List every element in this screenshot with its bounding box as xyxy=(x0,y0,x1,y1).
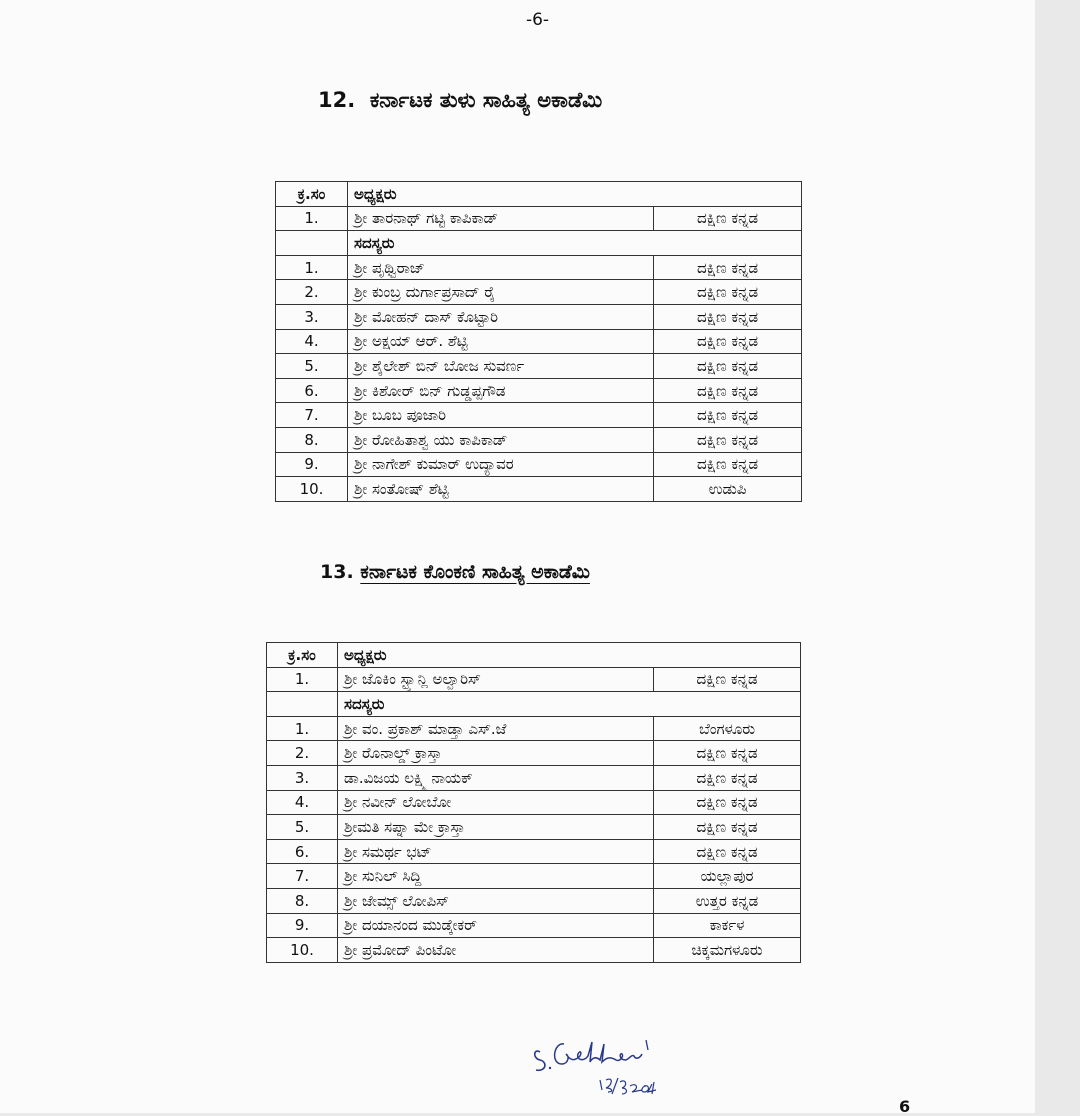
serial-number: 2. xyxy=(276,280,348,305)
district: ದಕ್ಷಿಣ ಕನ್ನಡ xyxy=(654,304,802,329)
table-row xyxy=(276,280,802,305)
signature-image xyxy=(530,1030,690,1100)
table-row xyxy=(267,790,801,815)
member-name: ಶ್ರೀ ಸುನಿಲ್ ಸಿದ್ದಿ xyxy=(338,864,654,889)
section-number: 13. xyxy=(320,561,354,583)
serial-number: 7. xyxy=(267,864,338,889)
member-name: ಶ್ರೀ ನಾಗೇಶ್ ಕುಮಾರ್ ಉದ್ಯಾವರ xyxy=(348,452,654,477)
table-row xyxy=(276,329,802,354)
serial-number: 8. xyxy=(267,888,338,913)
serial-number: 1. xyxy=(267,667,338,692)
page-number-bottom: 6 xyxy=(899,1097,911,1116)
member-name: ಶ್ರೀ ರೊನಾಲ್ಡ್ ಕ್ರಾಸ್ತಾ xyxy=(338,741,654,766)
district: ಚಿಕ್ಕಮಗಳೂರು xyxy=(654,938,801,963)
table-row xyxy=(267,913,801,938)
table-row xyxy=(267,741,801,766)
member-name: ಡಾ.ವಿಜಯ ಲಕ್ಷ್ಮಿ ನಾಯಕ್ xyxy=(338,765,654,790)
member-name: ಶ್ರೀ ಕಿಶೋರ್ ಬಿನ್ ಗುಡ್ಡಪ್ಪಗೌಡ xyxy=(348,378,654,403)
district: ದಕ್ಷಿಣ ಕನ್ನಡ xyxy=(654,354,802,379)
member-name: ಶ್ರೀ ಜೇಮ್ಸ್ ಲೋಪಿಸ್ xyxy=(338,888,654,913)
district: ದಕ್ಷಿಣ ಕನ್ನಡ xyxy=(654,741,801,766)
district: ದಕ್ಷಿಣ ಕನ್ನಡ xyxy=(654,667,801,692)
table-row xyxy=(267,864,801,889)
district: ದಕ್ಷಿಣ ಕನ್ನಡ xyxy=(654,790,801,815)
table-row xyxy=(276,403,802,428)
member-name: ಶ್ರೀ ತಾರನಾಥ್ ಗಟ್ಟಿ ಕಾಪಿಕಾಡ್ xyxy=(348,206,654,231)
member-name: ಶ್ರೀ ವಂ. ಪ್ರಕಾಶ್ ಮಾಡ್ತಾ ಎಸ್.ಜೆ xyxy=(338,716,654,741)
section-number: 12. xyxy=(318,88,356,112)
serial-header: ಕ್ರ.ಸಂ xyxy=(267,643,338,668)
district: ದಕ್ಷಿಣ ಕನ್ನಡ xyxy=(654,765,801,790)
header-row xyxy=(276,182,802,207)
table-row xyxy=(267,839,801,864)
serial-number: 5. xyxy=(267,815,338,840)
district: ಉತ್ತರ ಕನ್ನಡ xyxy=(654,888,801,913)
table-row xyxy=(276,354,802,379)
member-name: ಶ್ರೀ ನವೀನ್ ಲೋಬೋ xyxy=(338,790,654,815)
president-label: ಅಧ್ಯಕ್ಷರು xyxy=(348,182,654,207)
serial-number: 8. xyxy=(276,427,348,452)
empty-cell xyxy=(267,692,338,717)
district: ಉಡುಪಿ xyxy=(654,477,802,502)
section-13-heading xyxy=(320,561,590,583)
table-row xyxy=(267,938,801,963)
district: ದಕ್ಷಿಣ ಕನ್ನಡ xyxy=(654,329,802,354)
page-number-top: -6- xyxy=(525,10,550,30)
table-row xyxy=(267,667,801,692)
serial-number: 9. xyxy=(267,913,338,938)
empty-cell xyxy=(654,231,802,256)
district: ದಕ್ಷಿಣ ಕನ್ನಡ xyxy=(654,378,802,403)
table-row xyxy=(276,255,802,280)
table-body xyxy=(267,643,801,963)
serial-number: 3. xyxy=(267,765,338,790)
serial-number: 9. xyxy=(276,452,348,477)
members-label-row xyxy=(276,231,802,256)
member-name: ಶ್ರೀ ಬೂಬ ಪೂಜಾರಿ xyxy=(348,403,654,428)
section-12-table xyxy=(275,181,802,502)
serial-number: 5. xyxy=(276,354,348,379)
serial-number: 1. xyxy=(276,255,348,280)
section-title: ಕರ್ನಾಟಕ ತುಳು ಸಾಹಿತ್ಯ ಅಕಾಡೆಮಿ xyxy=(369,88,603,112)
table-row xyxy=(276,477,802,502)
member-name: ಶ್ರೀ ಸಮರ್ಥ ಭಟ್ xyxy=(338,839,654,864)
serial-number: 2. xyxy=(267,741,338,766)
district: ದಕ್ಷಿಣ ಕನ್ನಡ xyxy=(654,280,802,305)
member-name: ಶ್ರೀ ದಯಾನಂದ ಮುಡ್ಕೇಕರ್ xyxy=(338,913,654,938)
serial-number: 4. xyxy=(267,790,338,815)
serial-number: 1. xyxy=(276,206,348,231)
serial-number: 10. xyxy=(267,938,338,963)
header-row xyxy=(267,643,801,668)
district: ದಕ್ಷಿಣ ಕನ್ನಡ xyxy=(654,206,802,231)
table-row xyxy=(267,888,801,913)
serial-number: 6. xyxy=(276,378,348,403)
member-name: ಶ್ರೀ ಪ್ರಮೋದ್ ಪಿಂಟೋ xyxy=(338,938,654,963)
district: ಬೆಂಗಳೂರು xyxy=(654,716,801,741)
table-row xyxy=(267,815,801,840)
empty-cell xyxy=(654,182,802,207)
member-name: ಶ್ರೀ ಪೃಥ್ವಿರಾಜ್ xyxy=(348,255,654,280)
section-12-heading xyxy=(318,88,602,113)
empty-cell xyxy=(276,231,348,256)
table-row xyxy=(276,378,802,403)
members-label: ಸದಸ್ಯರು xyxy=(338,692,654,717)
serial-number: 1. xyxy=(267,716,338,741)
member-name: ಶ್ರೀಮತಿ ಸಪ್ನಾ ಮೇ ಕ್ರಾಸ್ತಾ xyxy=(338,815,654,840)
district: ಯಲ್ಲಾಪುರ xyxy=(654,864,801,889)
serial-header: ಕ್ರ.ಸಂ xyxy=(276,182,348,207)
serial-number: 4. xyxy=(276,329,348,354)
district: ಕಾರ್ಕಳ xyxy=(654,913,801,938)
serial-number: 7. xyxy=(276,403,348,428)
serial-number: 3. xyxy=(276,304,348,329)
member-name: ಶ್ರೀ ರೋಹಿತಾಶ್ವ ಯು ಕಾಪಿಕಾಡ್ xyxy=(348,427,654,452)
member-name: ಶ್ರೀ ಮೋಹನ್ ದಾಸ್ ಕೊಟ್ಟಾರಿ xyxy=(348,304,654,329)
member-name: ಶ್ರೀ ಜೊಕಿಂ ಸ್ಟ್ಯಾನ್ಲಿ ಅಲ್ವಾರಿಸ್ xyxy=(338,667,654,692)
empty-cell xyxy=(654,692,801,717)
table-body xyxy=(276,182,802,502)
member-name: ಶ್ರೀ ಸಂತೋಷ್ ಶೆಟ್ಟಿ xyxy=(348,477,654,502)
empty-cell xyxy=(654,643,801,668)
serial-number: 6. xyxy=(267,839,338,864)
table-row xyxy=(276,452,802,477)
section-title: ಕರ್ನಾಟಕ ಕೊಂಕಣಿ ಸಾಹಿತ್ಯ ಅಕಾಡೆಮಿ xyxy=(360,561,590,583)
table-row xyxy=(267,765,801,790)
district: ದಕ್ಷಿಣ ಕನ್ನಡ xyxy=(654,815,801,840)
members-label: ಸದಸ್ಯರು xyxy=(348,231,654,256)
table-row xyxy=(276,206,802,231)
table-row xyxy=(276,304,802,329)
member-name: ಶ್ರೀ ಶೈಲೇಶ್ ಬಿನ್ ಬೋಜ ಸುವರ್ಣ xyxy=(348,354,654,379)
section-13-table xyxy=(266,642,801,963)
district: ದಕ್ಷಿಣ ಕನ್ನಡ xyxy=(654,427,802,452)
table-row xyxy=(267,716,801,741)
table-row xyxy=(276,427,802,452)
member-name: ಶ್ರೀ ಕುಂಬ್ರ ದುರ್ಗಾಪ್ರಸಾದ್ ರೈ xyxy=(348,280,654,305)
serial-number: 10. xyxy=(276,477,348,502)
members-label-row xyxy=(267,692,801,717)
district: ದಕ್ಷಿಣ ಕನ್ನಡ xyxy=(654,839,801,864)
district: ದಕ್ಷಿಣ ಕನ್ನಡ xyxy=(654,255,802,280)
president-label: ಅಧ್ಯಕ್ಷರು xyxy=(338,643,654,668)
district: ದಕ್ಷಿಣ ಕನ್ನಡ xyxy=(654,403,802,428)
district: ದಕ್ಷಿಣ ಕನ್ನಡ xyxy=(654,452,802,477)
member-name: ಶ್ರೀ ಅಕ್ಷಯ್ ಆರ್. ಶೆಟ್ಟಿ xyxy=(348,329,654,354)
